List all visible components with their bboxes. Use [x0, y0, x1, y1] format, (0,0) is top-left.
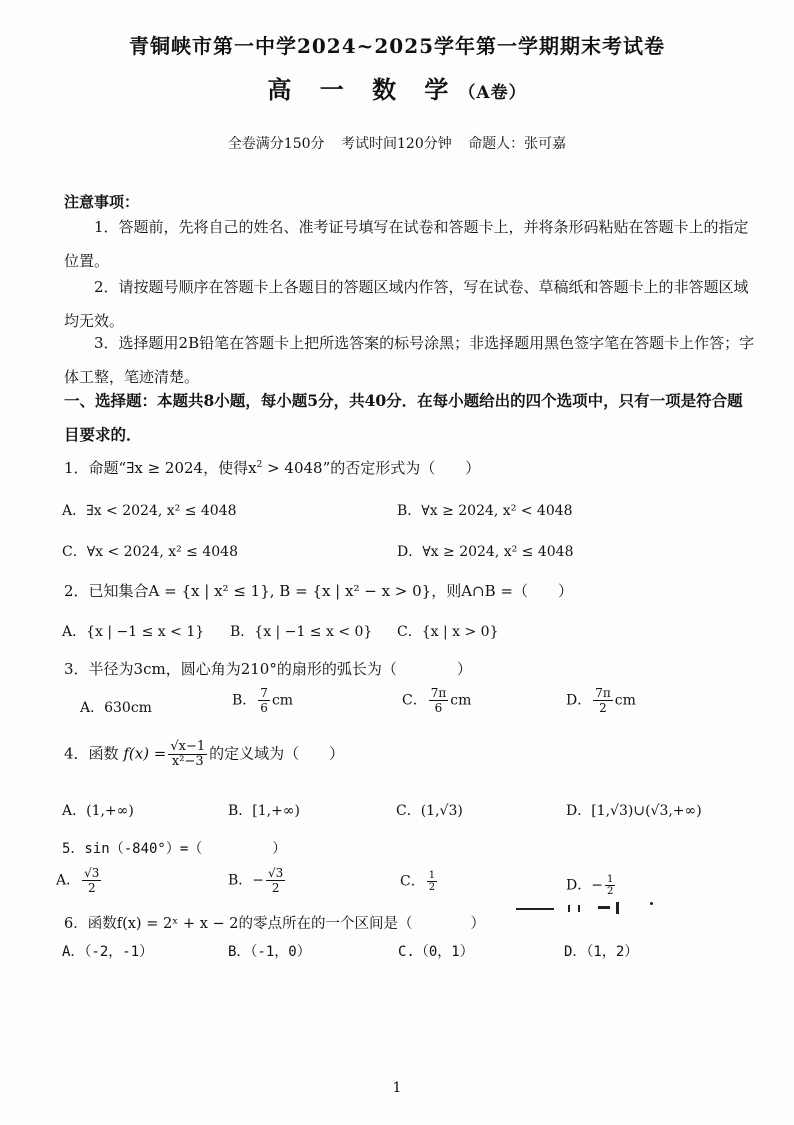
notice-heading: 注意事项： — [64, 193, 140, 211]
q5-c-den: 2 — [428, 882, 436, 893]
q3-d-label: D． — [566, 692, 592, 709]
subject-name: 高 一 数 学 — [267, 75, 459, 104]
q2-option-a: A．{x | −1 ≤ x < 1} — [62, 624, 205, 640]
author: 命题人：张可嘉 — [468, 136, 567, 152]
q1-stem-sup: 2 — [256, 460, 263, 470]
q5-b-num: √3 — [268, 866, 284, 880]
q3-c-den: 6 — [434, 701, 443, 715]
pen-mark-dot — [650, 902, 653, 905]
q4-option-d: D．[1,√3)∪(√3,+∞) — [566, 803, 702, 819]
q3-c-fraction — [429, 686, 449, 715]
exam-time: 考试时间120分钟 — [341, 136, 452, 152]
exam-info — [0, 133, 794, 153]
q4-option-b: B．[1,+∞) — [228, 803, 300, 819]
q3-b-label: B． — [232, 692, 257, 709]
question-6-stem: 6．函数f(x) = 2ˣ + x − 2的零点所在的一个区间是（ ） — [64, 916, 485, 932]
question-2-stem: 2．已知集合A = {x | x² ≤ 1}, B = {x | x² − x > 0}，则A∩B =（ ） — [64, 582, 573, 600]
exam-title: 青铜峡市第一中学2024~2025学年第一学期期末考试卷 — [128, 34, 666, 58]
q5-c-num: 1 — [428, 870, 436, 881]
q5-a-num: √3 — [84, 866, 100, 880]
q3-b-den: 6 — [260, 701, 268, 715]
q4-stem-post: 的定义域为（ ） — [209, 744, 345, 763]
q2-option-c: C．{x | x > 0} — [397, 624, 499, 640]
q3-b-unit: cm — [271, 692, 294, 709]
q3-c-num: 7π — [430, 686, 447, 700]
question-4-stem — [64, 740, 344, 769]
q5-a-den: 2 — [87, 881, 96, 895]
q2-option-b: B．{x | −1 ≤ x < 0} — [230, 624, 373, 640]
notice-item-1: 1．答题前，先将自己的姓名、准考证号填写在试卷和答题卡上，并将条形码粘贴在答题卡上的指定位置。 — [64, 218, 749, 270]
pen-mark-stroke — [616, 902, 619, 914]
subject-heading — [0, 70, 794, 105]
q4-fraction — [168, 740, 207, 769]
q5-b-den: 2 — [271, 881, 280, 895]
q6-option-b: B．（-1，0） — [228, 944, 311, 960]
q5-option-a — [56, 866, 103, 895]
q3-c-unit: cm — [450, 692, 472, 709]
q4-option-c: C．(1,√3) — [396, 803, 463, 819]
q3-d-unit: cm — [614, 692, 636, 709]
notice-item-3: 3．选择题用2B铅笔在答题卡上把所选答案的标号涂黑；非选择题用黑色签字笔在答题卡上作答；字体工整，笔迹清楚。 — [64, 334, 755, 386]
q1-stem-pre: 1．命题“∃x ≥ 2024，使得x — [64, 459, 257, 477]
q4-stem-pre: 4．函数 — [64, 744, 119, 763]
pen-mark-dash — [516, 908, 554, 910]
q5-a-fraction — [82, 866, 101, 895]
page-number: 1 — [392, 1080, 402, 1096]
q3-d-den: 2 — [599, 701, 607, 715]
q5-option-d — [566, 874, 617, 897]
q5-b-label: B．− — [228, 872, 265, 889]
pen-mark-tick-1 — [568, 905, 570, 912]
q5-d-fraction — [605, 874, 615, 897]
q5-d-num: 1 — [606, 874, 614, 885]
pen-mark-tick-2 — [578, 905, 580, 912]
q5-a-label: A． — [56, 872, 81, 889]
question-5-stem: 5．sin（-840°）=（ ） — [62, 841, 287, 857]
q3-d-fraction — [593, 686, 613, 715]
q1-stem-post: > 4048”的否定形式为（ ） — [262, 459, 481, 477]
q3-option-b — [232, 686, 293, 715]
q3-option-a: A．630cm — [80, 700, 152, 716]
paper-label: （A卷） — [458, 83, 527, 103]
full-score: 全卷满分150分 — [227, 136, 325, 152]
q4-fx: f(x) = — [123, 744, 167, 763]
q1-option-c: C．∀x < 2024, x² ≤ 4048 — [62, 544, 238, 560]
q6-option-a: A．（-2，-1） — [62, 944, 154, 960]
q5-c-label: C． — [400, 873, 425, 890]
q5-d-label: D．− — [566, 877, 603, 894]
q5-c-fraction — [427, 870, 437, 893]
section-heading: 一、选择题：本题共8小题，每小题5分，共40分．在每小题给出的四个选项中，只有一项是符合题目要求的． — [64, 391, 743, 444]
q4-num: √x−1 — [170, 739, 206, 754]
q1-option-a: A．∃x < 2024, x² ≤ 4048 — [62, 503, 237, 519]
q3-b-num: 7 — [260, 686, 268, 700]
q3-option-d — [566, 686, 636, 715]
q3-d-num: 7π — [595, 686, 611, 700]
q4-option-a: A．(1,+∞) — [62, 803, 134, 819]
q5-b-fraction — [266, 866, 285, 895]
q5-option-b — [228, 866, 287, 895]
q4-den: x²−3 — [171, 754, 204, 769]
q3-b-fraction — [258, 686, 270, 715]
q1-option-b: B．∀x ≥ 2024, x² < 4048 — [397, 503, 573, 519]
q6-option-c: C.（0，1） — [398, 944, 474, 960]
q6-option-d: D．（1，2） — [564, 944, 639, 960]
question-3-stem: 3．半径为3cm，圆心角为210°的扇形的弧长为（ ） — [64, 660, 472, 678]
q5-option-c — [400, 870, 439, 893]
q3-option-c — [402, 686, 471, 715]
question-1-stem — [64, 457, 480, 478]
q1-option-d: D．∀x ≥ 2024, x² ≤ 4048 — [397, 544, 574, 560]
notice-item-2: 2．请按题号顺序在答题卡上各题目的答题区域内作答，写在试卷、草稿纸和答题卡上的非答题区域均无效。 — [64, 278, 749, 330]
q3-c-label: C． — [402, 692, 427, 709]
pen-mark-scribble — [598, 906, 610, 909]
q5-d-den: 2 — [606, 886, 614, 897]
